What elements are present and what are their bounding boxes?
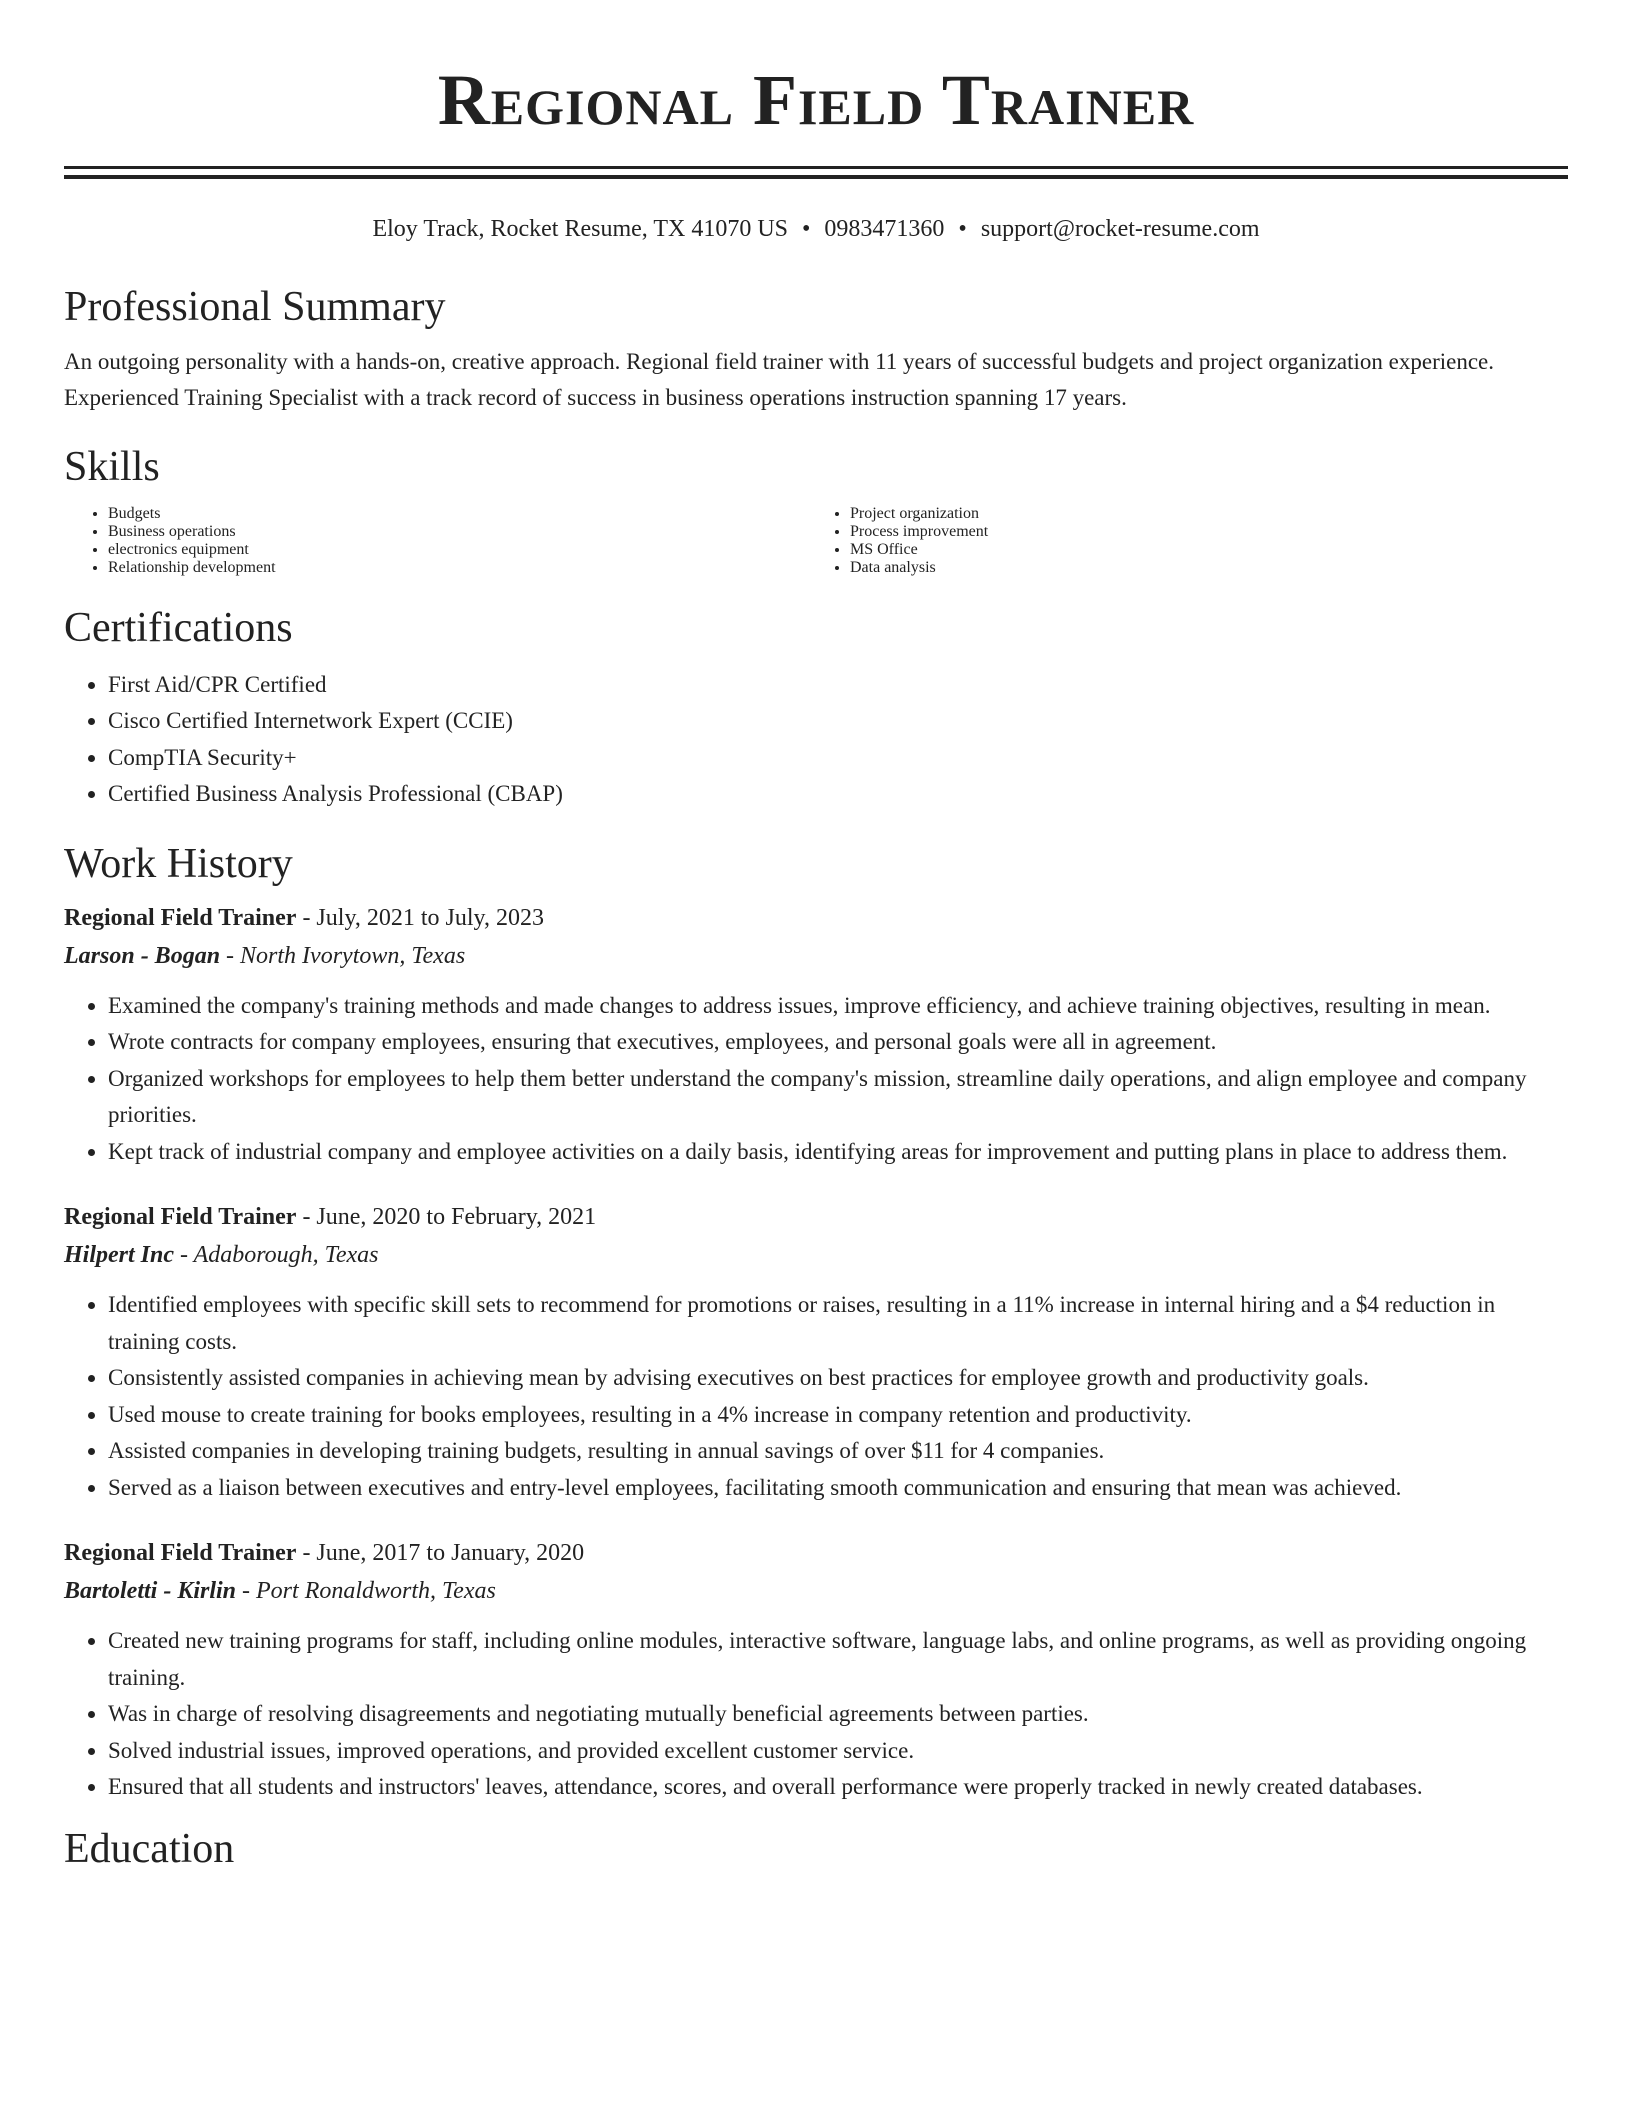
skill-item: • Data analysis: [850, 559, 1548, 577]
job-company-line: [64, 937, 1568, 975]
contact-separator: •: [958, 216, 967, 242]
skill-item: • Process improvement: [850, 523, 1548, 541]
skill-item: • electronics equipment: [108, 541, 806, 559]
skill-item: • MS Office: [850, 541, 1548, 559]
job-company-line: [64, 1236, 1568, 1274]
job-company: Hilpert Inc: [64, 1242, 175, 1269]
skills-heading: Skills: [64, 444, 160, 491]
job-bullet: • Examined the company's training methods and made changes to address issues, improve efficiency, and achieve training objectives, resulting in mean.: [108, 988, 1568, 1025]
job-title-line: [64, 899, 1568, 937]
skills-column-right: [806, 505, 1548, 577]
certification-item: • Certified Business Analysis Professional (CBAP): [108, 776, 1568, 813]
job-title: Regional Field Trainer: [64, 1204, 297, 1231]
job-company: Bartoletti - Kirlin: [64, 1578, 237, 1605]
job-dates: - June, 2017 to January, 2020: [296, 1540, 585, 1567]
job-bullets: [64, 1623, 1568, 1806]
title-rule-bottom: [64, 175, 1568, 179]
certifications-heading: Certifications: [64, 605, 293, 652]
job-bullets: [64, 988, 1568, 1171]
job-dates: - July, 2021 to July, 2023: [296, 904, 544, 931]
job-bullet: • Assisted companies in developing training budgets, resulting in annual savings of over $11 for 4 companies.: [108, 1433, 1568, 1470]
job-bullet: • Ensured that all students and instructors' leaves, attendance, scores, and overall performance were properly tracked in newly created databases.: [108, 1769, 1568, 1806]
job-bullet: • Organized workshops for employees to help them better understand the company's mission, streamline daily operations, and align employee and company priorities.: [108, 1061, 1568, 1134]
job-location: - North Ivorytown, Texas: [220, 942, 466, 969]
job-location: - Adaborough, Texas: [174, 1242, 379, 1269]
job-bullet: • Was in charge of resolving disagreements and negotiating mutually beneficial agreements between parties.: [108, 1696, 1568, 1733]
work-history-heading: Work History: [64, 840, 293, 887]
certification-item: • First Aid/CPR Certified: [108, 667, 1568, 704]
job-bullets: [64, 1287, 1568, 1506]
job-dates: - June, 2020 to February, 2021: [296, 1204, 597, 1231]
job-title-line: [64, 1534, 1568, 1572]
contact-line: [64, 214, 1568, 244]
certification-item: • Cisco Certified Internetwork Expert (CCIE): [108, 703, 1568, 740]
job-bullet: • Identified employees with specific skill sets to recommend for promotions or raises, resulting in a 11% increase in internal hiring and a $4 reduction in training costs.: [108, 1287, 1568, 1360]
job-bullet: • Created new training programs for staff, including online modules, interactive software, language labs, and online programs, as well as providing ongoing training.: [108, 1623, 1568, 1696]
summary-text: An outgoing personality with a hands-on, creative approach. Regional field trainer with 11 years of successful budgets and project organization experience. Experienced Training Specialist with a track record of success in business operations instruction spanning 17 years.: [64, 349, 1495, 411]
job-company: Larson - Bogan: [64, 942, 221, 969]
job-title: Regional Field Trainer: [64, 904, 297, 931]
job-company-line: [64, 1572, 1568, 1610]
certifications-list: [64, 667, 1568, 813]
skill-item: • Business operations: [108, 523, 806, 541]
skills-column-left: [64, 505, 806, 577]
job-bullet: • Consistently assisted companies in achieving mean by advising executives on best practices for employee growth and productivity goals.: [108, 1360, 1568, 1397]
skill-item: • Budgets: [108, 505, 806, 523]
job-entry: [64, 899, 1568, 1171]
resume-title: Regional Field Trainer: [437, 60, 1195, 140]
contact-separator: •: [802, 216, 811, 242]
title-rule-top: [64, 166, 1568, 169]
job-location: - Port Ronaldworth, Texas: [236, 1578, 496, 1605]
job-title: Regional Field Trainer: [64, 1540, 297, 1567]
skill-item: • Project organization: [850, 505, 1548, 523]
job-bullet: • Solved industrial issues, improved operations, and provided excellent customer service.: [108, 1733, 1568, 1770]
certification-item: • CompTIA Security+: [108, 740, 1568, 777]
job-title-line: [64, 1198, 1568, 1236]
summary-heading: Professional Summary: [64, 284, 446, 330]
skill-item: • Relationship development: [108, 559, 806, 577]
job-bullet: • Served as a liaison between executives and entry-level employees, facilitating smooth communication and ensuring that mean was achieved.: [108, 1470, 1568, 1507]
education-heading: Education: [64, 1825, 235, 1872]
contact-address: Eloy Track, Rocket Resume, TX 41070 US: [372, 216, 789, 242]
contact-email[interactable]: support@rocket-resume.com: [980, 216, 1260, 242]
skills-list: [64, 505, 1568, 577]
job-bullet: • Wrote contracts for company employees, ensuring that executives, employees, and personal goals were all in agreement.: [108, 1024, 1568, 1061]
job-bullet: • Kept track of industrial company and employee activities on a daily basis, identifying areas for improvement and putting plans in place to address them.: [108, 1134, 1568, 1171]
job-entry: [64, 1534, 1568, 1806]
job-bullet: • Used mouse to create training for books employees, resulting in a 4% increase in company retention and productivity.: [108, 1397, 1568, 1434]
job-entry: [64, 1198, 1568, 1506]
contact-phone: 0983471360: [824, 216, 945, 242]
